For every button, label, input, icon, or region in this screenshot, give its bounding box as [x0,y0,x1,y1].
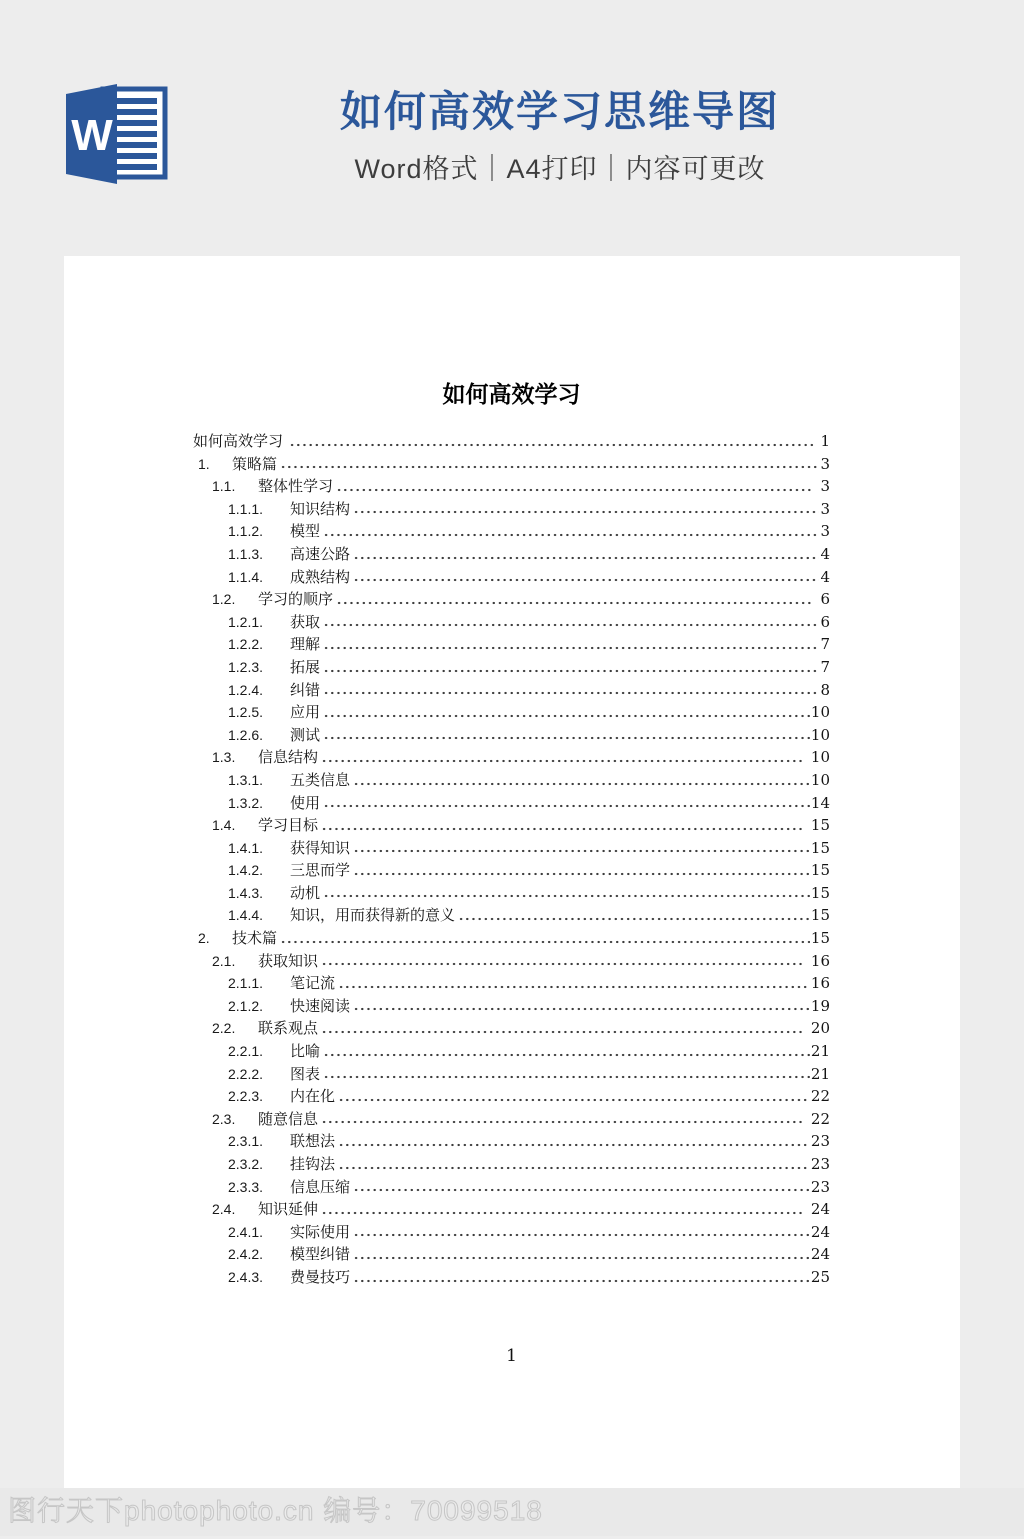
toc-entry-number: 1.1.4. [228,568,264,585]
toc-entry-label: 随意信息 [258,1109,319,1128]
toc-entry-label: 模型 [290,522,321,541]
toc-entry [193,1221,830,1244]
toc-entry [193,724,830,747]
toc-dotted-leader [323,520,819,543]
template-title: 如何高效学习思维导图 [339,88,780,135]
toc-entry-page: 19 [810,996,830,1015]
toc-entry-label: 学习的顺序 [258,590,334,609]
toc-entry-page: 3 [820,477,830,496]
toc-entry-page: 16 [810,974,830,993]
toc-dotted-leader [338,1085,810,1108]
toc-entry-number: 1.2.4. [228,681,264,698]
toc-entry-number: 1.2.6. [228,726,264,743]
toc-dotted-leader [323,656,819,679]
toc-dotted-leader [323,1040,810,1063]
toc-entry-page: 21 [810,1064,830,1083]
toc-entry-page: 24 [810,1222,830,1241]
toc-entry-label: 策略篇 [232,454,278,473]
toc-dotted-leader [323,701,810,724]
toc-entry-label: 信息压缩 [290,1177,351,1196]
toc-dotted-leader [338,1130,810,1153]
toc-entry-page: 20 [810,1019,830,1038]
toc-entry-label: 联想法 [290,1132,336,1151]
toc-entry-page: 15 [810,883,830,902]
toc-entry [193,769,830,792]
toc-dotted-leader [353,1176,810,1199]
toc-entry [193,1176,830,1199]
toc-dotted-leader [353,543,819,566]
toc-entry-number: 1.4. [212,817,236,834]
toc-entry-number: 2.2. [212,1020,236,1037]
toc-entry [193,656,830,679]
toc-entry-page: 4 [820,544,830,563]
toc-entry-label: 模型纠错 [290,1245,351,1264]
toc-entry-page: 15 [810,906,830,925]
toc-dotted-leader [338,1153,810,1176]
toc-entry-page: 10 [810,770,830,789]
toc-entry [193,972,830,995]
toc-entry [193,543,830,566]
toc-entry-label: 实际使用 [290,1222,351,1241]
toc-entry [193,995,830,1018]
toc-dotted-leader [321,950,805,973]
toc-entry-page: 8 [820,680,830,699]
toc-dotted-leader [353,837,810,860]
toc-dotted-leader [353,995,810,1018]
toc-entry-page: 15 [810,929,830,948]
toc-entry-page: 10 [810,703,830,722]
toc-dotted-leader [353,859,810,882]
toc-entry-number: 1.3. [212,749,236,766]
toc-entry-number: 2.2.3. [228,1088,264,1105]
toc-entry-page: 23 [810,1177,830,1196]
toc-entry-number: 2.3. [212,1110,236,1127]
toc-entry-page: 15 [810,816,830,835]
toc-entry-page: 10 [810,748,830,767]
toc-entry [193,882,830,905]
toc-dotted-leader [336,588,814,611]
toc-entry-label: 挂钩法 [290,1155,336,1173]
toc-dotted-leader [353,769,810,792]
toc-entry-number: 2.4.3. [228,1268,264,1285]
toc-entry-label: 知识，用而获得新的意义 [290,906,456,925]
toc-entry [193,701,830,724]
toc-entry-number: 1.1.3. [228,545,264,562]
toc-entry-label: 信息结构 [258,748,319,767]
toc-entry-number: 2.3.2. [228,1156,264,1172]
toc-entry [193,611,830,634]
toc-entry-label: 三思而学 [290,861,351,880]
toc-dotted-leader [321,1017,805,1040]
toc-entry-label: 测试 [290,725,321,744]
document-page [64,256,960,1488]
toc-entry-page: 6 [820,612,830,631]
toc-dotted-leader [323,1063,810,1086]
toc-entry [193,814,830,837]
toc-dotted-leader [280,453,819,476]
toc-entry-number: 1.3.2. [228,794,264,811]
toc-entry-label: 高速公路 [290,544,351,563]
toc-entry-page: 24 [810,1245,830,1264]
toc-entry-page: 10 [810,725,830,744]
toc-entry-label: 应用 [290,703,321,722]
toc-entry-page: 21 [810,1042,830,1061]
toc-entry [193,430,830,453]
toc-entry-number: 1.4.3. [228,884,264,901]
toc-dotted-leader [289,430,814,453]
toc-entry-number: 1.1.1. [228,500,264,517]
toc-dotted-leader [323,679,819,702]
toc-dotted-leader [336,475,814,498]
toc-entry-number: 1.4.1. [228,839,264,856]
page-number: 1 [506,1346,517,1366]
toc-entry-number: 1.2.2. [228,636,264,653]
toc-entry-page: 23 [810,1132,830,1151]
toc-dotted-leader [323,633,819,656]
watermark-text: 图行天下photophoto.cn 编号：70099518 [8,1495,543,1526]
toc-entry-page: 16 [810,951,830,970]
toc-entry [193,904,830,927]
toc-entry-page: 23 [810,1155,830,1173]
toc-entry [193,859,830,882]
toc-entry-page: 4 [820,567,830,586]
toc-entry-label: 整体性学习 [258,477,334,496]
toc-entry-label: 内在化 [290,1087,336,1106]
toc-entry-number: 2.2.2. [228,1065,264,1082]
toc-entry-label: 知识延伸 [258,1200,319,1219]
toc-entry [193,1085,830,1108]
toc-entry-page: 7 [820,657,830,676]
toc-entry [193,498,830,521]
toc-entry-number: 1.4.4. [228,907,264,924]
toc-entry-label: 技术篇 [232,929,278,948]
toc-dotted-leader [321,1108,805,1131]
toc-entry-label: 图表 [290,1064,321,1083]
toc-dotted-leader [353,1221,810,1244]
toc-dotted-leader [321,746,805,769]
toc-entry-page: 14 [810,793,830,812]
toc-dotted-leader [458,904,810,927]
toc-entry-number: 2.1. [212,952,236,969]
toc-entry-number: 1.2. [212,591,236,608]
toc-entry [193,633,830,656]
toc-entry-number: 1.2.1. [228,613,264,630]
header-text-block [0,0,1024,186]
toc-entry [193,1198,830,1221]
toc-entry-label: 学习目标 [258,816,319,835]
header-banner [0,0,1024,256]
toc-entry-number: 2.1.2. [228,997,264,1014]
toc-entry-number: 2.3.3. [228,1178,264,1195]
toc-entry-label: 使用 [290,793,321,812]
toc-entry [193,837,830,860]
toc-entry [193,1130,830,1153]
toc-entry-label: 五类信息 [290,770,351,789]
toc-dotted-leader [280,927,810,950]
toc-entry-label: 获取 [290,612,321,631]
toc-entry-label: 知识结构 [290,499,351,518]
toc-entry-label: 快速阅读 [290,996,351,1015]
toc-entry-number: 1.3.1. [228,771,264,788]
toc-entry-number: 1.2.5. [228,704,264,721]
toc-entry-page: 1 [820,432,830,450]
toc-entry-page: 3 [820,454,830,473]
toc-entry-label: 获得知识 [290,838,351,857]
toc-entry-page: 6 [820,590,830,609]
toc-entry-page: 24 [810,1200,830,1219]
toc-dotted-leader [353,1243,810,1266]
toc-entry-number: 1.4.2. [228,862,264,879]
toc-entry-page: 15 [810,861,830,880]
toc-entry [193,679,830,702]
toc-entry [193,1108,830,1131]
toc-dotted-leader [353,498,819,521]
toc-dotted-leader [353,1266,810,1289]
toc-entry [193,566,830,589]
toc-entry [193,1017,830,1040]
toc-entry-number: 2.1.1. [228,975,264,992]
toc-entry-number: 2.4. [212,1201,236,1218]
toc-dotted-leader [323,611,819,634]
toc-entry [193,520,830,543]
toc-entry [193,950,830,973]
toc-entry-label: 如何高效学习 [193,432,284,450]
word-icon-letter: W [71,111,113,160]
toc-entry-label: 笔记流 [290,974,336,993]
toc-dotted-leader [321,814,805,837]
toc-entry-page: 3 [820,499,830,518]
toc-entry-number: 1.1.2. [228,523,264,540]
toc-entry-page: 22 [810,1087,830,1106]
table-of-contents [193,430,830,1289]
toc-entry-page: 7 [820,635,830,654]
toc-entry [193,1153,830,1176]
toc-entry-label: 成熟结构 [290,567,351,586]
toc-entry-number: 1.2.3. [228,658,264,675]
toc-entry-label: 费曼技巧 [290,1267,351,1286]
toc-entry-page: 3 [820,522,830,541]
toc-entry [193,475,830,498]
toc-entry [193,588,830,611]
toc-entry [193,1266,830,1289]
toc-entry-label: 拓展 [290,657,321,676]
toc-entry-label: 纠错 [290,680,321,699]
toc-entry-number: 2.4.1. [228,1223,264,1240]
toc-entry [193,746,830,769]
toc-entry-number: 2.3.1. [228,1133,264,1150]
toc-entry [193,1243,830,1266]
toc-entry-label: 联系观点 [258,1019,319,1038]
toc-entry [193,1063,830,1086]
toc-entry-page: 15 [810,838,830,857]
toc-dotted-leader [338,972,810,995]
toc-entry-page: 22 [810,1109,830,1128]
document-title: 如何高效学习 [442,381,581,408]
toc-entry-number: 2. [198,930,210,947]
watermark-bar [0,1488,1024,1536]
toc-dotted-leader [323,792,810,815]
toc-entry-number: 2.2.1. [228,1043,264,1060]
toc-entry-page: 25 [810,1267,830,1286]
toc-entry [193,453,830,476]
toc-dotted-leader [321,1198,805,1221]
template-subtitle: Word格式｜A4打印｜内容可更改 [354,154,766,184]
toc-dotted-leader [353,566,819,589]
toc-entry-label: 动机 [290,883,321,902]
toc-entry-label: 理解 [290,635,321,654]
toc-entry-number: 1. [198,455,210,472]
toc-dotted-leader [323,882,810,905]
toc-entry [193,792,830,815]
toc-entry-number: 1.1. [212,478,236,495]
toc-entry-label: 获取知识 [258,951,319,970]
toc-entry [193,927,830,950]
toc-entry-number: 2.4.2. [228,1246,264,1263]
toc-entry-label: 比喻 [290,1042,321,1061]
toc-dotted-leader [323,724,810,747]
toc-entry [193,1040,830,1063]
